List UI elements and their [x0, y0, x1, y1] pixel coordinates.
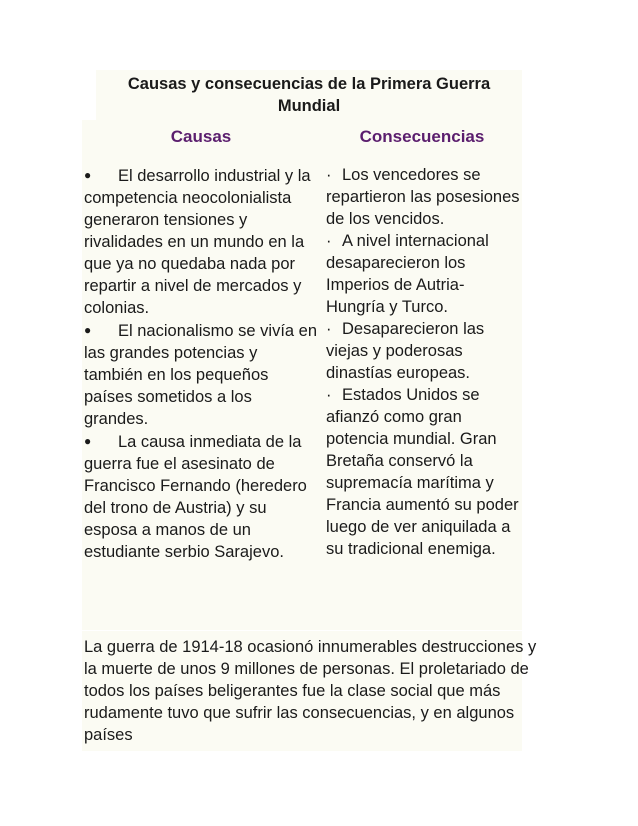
- page-title: Causas y consecuencias de la Primera Guerra Mundial: [127, 75, 491, 115]
- cause-text: La causa inmediata de la guerra fue el asesinato de Francisco Fernando (heredero del trono de Austria) y su esposa a manos de un estudiante serbio Sarajevo.: [84, 433, 307, 561]
- causes-header: Causas: [170, 127, 232, 146]
- bullet-dot-icon: ●: [84, 323, 92, 337]
- consequence-text: Desaparecieron las viejas y poderosas dinastías europeas.: [326, 320, 485, 382]
- cause-text: El desarrollo industrial y la competencia neocolonialista generaron tensiones y rivalidades en un mundo en la que ya no quedaba nada por repartir a nivel de mercados y colonias.: [84, 167, 311, 317]
- cause-item: [84, 319, 320, 430]
- cause-item: [84, 430, 320, 563]
- bullet-dot-icon: ●: [84, 168, 92, 182]
- consequence-item: [326, 318, 522, 384]
- bullet-dot-icon: ●: [84, 434, 92, 448]
- consequence-text: Los vencedores se repartieron las posesiones de los vencidos.: [326, 166, 520, 228]
- consequence-item: [326, 230, 522, 318]
- causes-column: [84, 164, 320, 563]
- bullet-middot-icon: ·: [326, 320, 332, 338]
- bullet-middot-icon: ·: [326, 232, 332, 250]
- bullet-middot-icon: ·: [326, 386, 332, 404]
- consequence-item: [326, 164, 522, 230]
- closing-paragraph: La guerra de 1914-18 ocasionó innumerables destrucciones y la muerte de unos 9 millones de personas. El proletariado de todos los países beligerantes fue la clase social que más rudamente tuvo que sufrir las consecuencias, y en algunos países: [84, 638, 537, 744]
- consequences-header: Consecuencias: [359, 127, 485, 146]
- consequence-item: [326, 384, 522, 560]
- cause-text: El nacionalismo se vivía en las grandes potencias y también en los pequeños países sometidos a los grandes.: [84, 322, 318, 428]
- consequences-column: [326, 164, 522, 560]
- consequence-text: A nivel internacional desaparecieron los Imperios de Autria-Hungría y Turco.: [326, 232, 489, 316]
- bullet-middot-icon: ·: [326, 166, 332, 184]
- cause-item: [84, 164, 320, 319]
- consequence-text: Estados Unidos se afianzó como gran potencia mundial. Gran Bretaña conservó la supremacía marítima y Francia aumentó su poder luego de ver aniquilada a su tradicional enemiga.: [326, 386, 519, 558]
